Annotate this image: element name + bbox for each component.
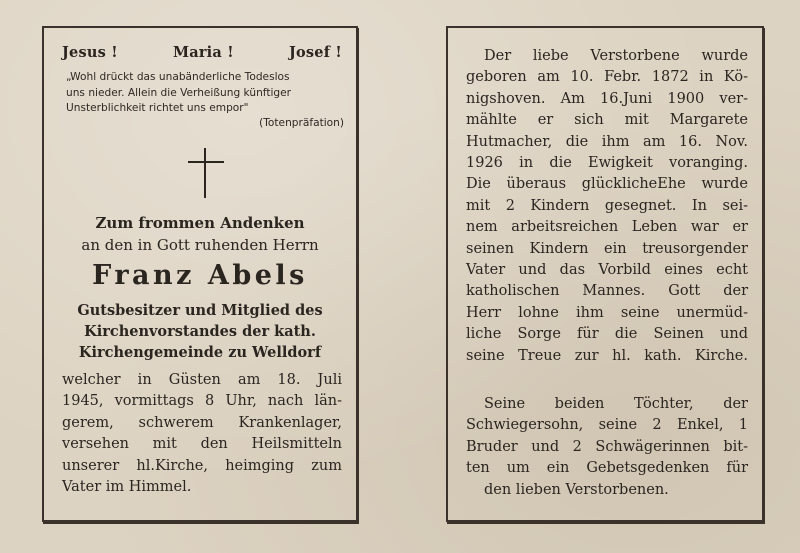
header-jesus: Jesus ! [62, 44, 118, 61]
body-line: den lieben Verstorbenen. [484, 481, 669, 498]
deceased-description [44, 300, 356, 363]
right-card-panel [446, 26, 764, 522]
body-line: seine Treue zur hl. kath. Kirche. [466, 347, 748, 364]
body-line: 1926 in die Ewigkeit voranging. [466, 155, 748, 172]
body-line: liche Sorge für die Seinen und [466, 326, 748, 343]
memorial-heading: Zum frommen Andenken [95, 214, 305, 232]
body-line: Seine beiden Töchter, der [484, 396, 748, 412]
body-line: Bruder und 2 Schwägerinnen bit- [466, 438, 748, 455]
header-invocation [44, 44, 356, 61]
body-line: 1945, vormittags 8 Uhr, nach län- [62, 393, 342, 410]
header-josef: Josef ! [289, 44, 342, 61]
body-line: mit 2 Kindern gesegnet. In sei- [466, 197, 748, 214]
quote-line: Unsterblichkeit richtet uns empor" [66, 102, 249, 114]
description-line: Kirchengemeinde zu Welldorf [78, 344, 322, 361]
body-line: gerem, schwerem Krankenlager, [62, 414, 342, 431]
body-line: Schwiegersohn, seine 2 Enkel, 1 [466, 417, 748, 434]
body-line: versehen mit den Heilsmitteln [62, 436, 342, 453]
left-card-panel [42, 26, 358, 522]
body-line: nigshoven. Am 16.Juni 1900 ver- [466, 90, 748, 107]
quote-source: (Totenpräfation) [259, 117, 344, 129]
deceased-name: Franz Abels [92, 260, 308, 291]
body-line: Vater und das Vorbild eines echt [466, 262, 748, 279]
body-line: nem arbeitsreichen Leben war er [466, 219, 748, 236]
header-maria: Maria ! [172, 44, 234, 61]
quote-line: uns nieder. Allein die Verheißung künftiger [66, 86, 292, 99]
description-line: Gutsbesitzer und Mitglied des [77, 302, 323, 319]
body-line: unserer hl.Kirche, heimging zum [62, 457, 342, 474]
memorial-subheading: an den in Gott ruhenden Herrn [81, 236, 319, 254]
body-line: Hutmacher, die ihm am 16. Nov. [466, 133, 748, 150]
body-line: Vater im Himmel. [62, 479, 192, 496]
body-line: katholischen Mannes. Gott der [466, 283, 748, 300]
family-request-text [466, 394, 748, 501]
body-line: Der liebe Verstorbene wurde [484, 48, 748, 64]
description-line: Kirchenvorstandes der kath. [84, 323, 316, 340]
body-line: welcher in Güsten am 18. Juli [62, 372, 342, 388]
body-line: Die überaus glücklicheEhe wurde [466, 176, 748, 193]
body-line: geboren am 10. Febr. 1872 in Kö- [466, 69, 748, 86]
body-line: ten um ein Gebetsgedenken für [466, 460, 748, 477]
death-notice-text [62, 370, 342, 498]
quote-line: „Wohl drückt das unabänderliche Todeslos [66, 71, 290, 83]
biography-text [466, 46, 748, 367]
body-line: seinen Kindern ein treusorgender [466, 240, 748, 257]
cross-icon [188, 148, 224, 198]
body-line: Herr lohne ihm seine unermüd- [466, 304, 748, 321]
body-line: mählte er sich mit Margarete [466, 112, 748, 129]
quote-text [66, 70, 346, 117]
